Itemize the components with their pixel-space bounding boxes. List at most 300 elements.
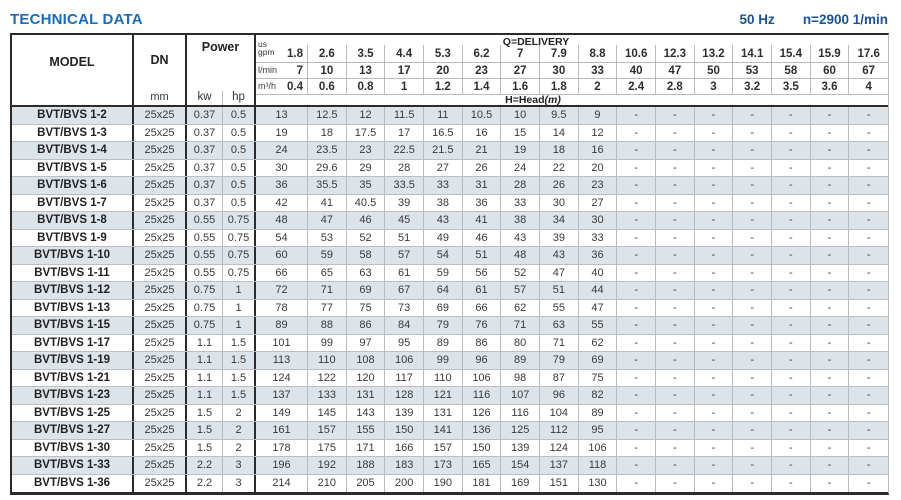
cell-head-value: 106 — [579, 440, 618, 457]
delivery-value-cell: 14.1 — [733, 45, 772, 62]
cell-head-value: - — [656, 422, 695, 439]
cell-head-value: 89 — [501, 352, 540, 369]
cell-head-value: - — [772, 107, 811, 124]
cell-head-value: - — [733, 230, 772, 247]
cell-head-value: - — [733, 265, 772, 282]
delivery-value-cell: 3.6 — [811, 79, 850, 94]
cell-head-value: 128 — [385, 387, 424, 404]
cell-head-value: 52 — [501, 265, 540, 282]
cell-head-value: 88 — [308, 317, 347, 334]
cell-head-value: 18 — [308, 125, 347, 142]
cell-head-value: - — [695, 457, 734, 474]
cell-kw: 1.5 — [187, 440, 223, 457]
cell-head-value: - — [772, 352, 811, 369]
cell-head-value: - — [772, 230, 811, 247]
cell-head-value: 56 — [463, 265, 502, 282]
cell-head-value: 173 — [424, 457, 463, 474]
cell-head-value: - — [656, 282, 695, 299]
cell-head-value: 12.5 — [308, 107, 347, 124]
cell-head-value: 106 — [385, 352, 424, 369]
cell-dn: 25x25 — [134, 335, 187, 352]
cell-head-value: - — [656, 177, 695, 194]
cell-head-value: 89 — [579, 405, 618, 422]
cell-head-value: - — [733, 317, 772, 334]
cell-head-value: 39 — [385, 195, 424, 212]
cell-head-value: - — [617, 247, 656, 264]
cell-head-value: 22 — [540, 160, 579, 177]
table-row — [12, 195, 888, 213]
delivery-value-cell: 40 — [617, 63, 656, 78]
cell-head-value: 55 — [579, 317, 618, 334]
cell-head-value: - — [617, 422, 656, 439]
cell-head-value: - — [811, 230, 850, 247]
cell-head-value: - — [866, 477, 871, 490]
cell-head-value: 23.5 — [308, 142, 347, 159]
cell-model: BVT/BVS 1-15 — [12, 317, 134, 334]
cell-head-value: 139 — [385, 405, 424, 422]
cell-head-value: - — [656, 317, 695, 334]
cell-head-value: 36 — [579, 247, 618, 264]
cell-model: BVT/BVS 1-11 — [12, 265, 134, 282]
cell-head-value: 71 — [308, 282, 347, 299]
cell-head-value: 205 — [347, 475, 386, 493]
cell-head-value: 47 — [579, 300, 618, 317]
cell-head-value: - — [695, 265, 734, 282]
cell-head-value: - — [811, 457, 850, 474]
cell-dn: 25x25 — [134, 282, 187, 299]
cell-head-value: 34 — [540, 212, 579, 229]
cell-head-value: 151 — [540, 475, 579, 493]
cell-head-value: - — [733, 125, 772, 142]
cell-head-value: - — [695, 300, 734, 317]
cell-head-value: - — [617, 125, 656, 142]
cell-head-value: 149 — [256, 405, 308, 422]
delivery-value-cell: 47 — [656, 63, 695, 78]
cell-head-value: - — [617, 230, 656, 247]
cell-head-value: 67 — [385, 282, 424, 299]
cell-head-value: 106 — [463, 370, 502, 387]
cell-head-value: 59 — [424, 265, 463, 282]
cell-head-value: 171 — [347, 440, 386, 457]
cell-model: BVT/BVS 1-3 — [12, 125, 134, 142]
cell-model: BVT/BVS 1-7 — [12, 195, 134, 212]
cell-model: BVT/BVS 1-23 — [12, 387, 134, 404]
cell-dn: 25x25 — [134, 370, 187, 387]
cell-head-value: 11 — [424, 107, 463, 124]
cell-head-value: - — [866, 336, 871, 349]
cell-head-value: - — [811, 475, 850, 493]
cell-model: BVT/BVS 1-25 — [12, 405, 134, 422]
cell-head-value: - — [733, 475, 772, 493]
table-row — [12, 212, 888, 230]
cell-head-value: 66 — [463, 300, 502, 317]
cell-head-value: - — [617, 300, 656, 317]
cell-hp: 0.5 — [223, 142, 256, 159]
cell-head-value: 76 — [463, 317, 502, 334]
cell-kw: 0.75 — [187, 282, 223, 299]
cell-kw: 0.75 — [187, 300, 223, 317]
cell-head-value: 16.5 — [424, 125, 463, 142]
cell-head-value: 57 — [501, 282, 540, 299]
delivery-value-cell: 10 — [308, 63, 347, 78]
cell-head-value: 49 — [424, 230, 463, 247]
cell-head-value: 33 — [424, 177, 463, 194]
cell-head-value: - — [811, 387, 850, 404]
cell-head-value: - — [617, 212, 656, 229]
cell-head-value: - — [656, 125, 695, 142]
delivery-value-cell: 8.8 — [579, 45, 618, 62]
cell-head-value: 29.6 — [308, 160, 347, 177]
cell-kw: 2.2 — [187, 475, 223, 493]
delivery-value-cell: 4 — [865, 80, 872, 93]
delivery-value-cell: 2.8 — [656, 79, 695, 94]
cell-head-value: - — [866, 441, 871, 454]
table-row — [12, 370, 888, 388]
cell-head-value: - — [811, 422, 850, 439]
cell-head-value: 99 — [308, 335, 347, 352]
cell-head-value: - — [733, 457, 772, 474]
cell-head-value: 89 — [424, 335, 463, 352]
cell-head-value: - — [811, 177, 850, 194]
cell-head-value: 60 — [256, 247, 308, 264]
cell-head-value: - — [811, 440, 850, 457]
cell-hp: 0.75 — [223, 212, 256, 229]
cell-head-value: 98 — [501, 370, 540, 387]
unit-row-m3-h — [256, 79, 888, 95]
delivery-value-cell: 2 — [579, 79, 618, 94]
cell-head-value: 107 — [501, 387, 540, 404]
cell-head-value: - — [695, 335, 734, 352]
cell-head-value: 75 — [579, 370, 618, 387]
cell-head-value: - — [866, 354, 871, 367]
cell-head-value: - — [772, 265, 811, 282]
cell-head-value: 47 — [308, 212, 347, 229]
cell-dn: 25x25 — [134, 177, 187, 194]
cell-head-value: 137 — [256, 387, 308, 404]
cell-head-value: 33 — [579, 230, 618, 247]
cell-head-value: - — [695, 142, 734, 159]
cell-head-value: 38 — [424, 195, 463, 212]
cell-head-value: - — [733, 282, 772, 299]
cell-head-value: - — [772, 387, 811, 404]
cell-model: BVT/BVS 1-19 — [12, 352, 134, 369]
cell-kw: 0.37 — [187, 125, 223, 142]
cell-head-value: 116 — [501, 405, 540, 422]
table-body — [12, 107, 888, 492]
cell-hp: 1.5 — [223, 335, 256, 352]
kw-label: kw — [187, 91, 223, 105]
cell-hp: 0.5 — [223, 125, 256, 142]
cell-head-value: 27 — [424, 160, 463, 177]
cell-head-value: - — [811, 247, 850, 264]
cell-head-value: 44 — [579, 282, 618, 299]
cell-kw: 0.37 — [187, 107, 223, 124]
cell-head-value: - — [656, 352, 695, 369]
cell-head-value: 210 — [308, 475, 347, 493]
cell-head-value: 61 — [385, 265, 424, 282]
cell-hp: 0.75 — [223, 265, 256, 282]
cell-head-value: 75 — [347, 300, 386, 317]
cell-head-value: 78 — [256, 300, 308, 317]
cell-dn: 25x25 — [134, 212, 187, 229]
cell-head-value: - — [617, 440, 656, 457]
cell-head-value: - — [866, 109, 871, 122]
cell-head-value: 86 — [347, 317, 386, 334]
cell-dn: 25x25 — [134, 440, 187, 457]
cell-head-value: 104 — [540, 405, 579, 422]
cell-dn: 25x25 — [134, 230, 187, 247]
delivery-value-cell: 15.4 — [772, 45, 811, 62]
cell-head-value: 26 — [540, 177, 579, 194]
cell-head-value: - — [866, 459, 871, 472]
cell-head-value: 12 — [347, 107, 386, 124]
cell-head-value: - — [811, 317, 850, 334]
cell-hp: 1.5 — [223, 370, 256, 387]
cell-head-value: - — [617, 457, 656, 474]
cell-head-value: - — [772, 405, 811, 422]
cell-model: BVT/BVS 1-9 — [12, 230, 134, 247]
cell-head-value: 181 — [463, 475, 502, 493]
cell-head-value: - — [772, 335, 811, 352]
cell-head-value: 136 — [463, 422, 502, 439]
technical-data-table — [10, 33, 889, 495]
cell-dn: 25x25 — [134, 107, 187, 124]
cell-dn: 25x25 — [134, 142, 187, 159]
delivery-value-cell: 2.4 — [617, 79, 656, 94]
cell-head-value: - — [656, 265, 695, 282]
cell-head-value: 131 — [424, 405, 463, 422]
delivery-value-cell: 30 — [540, 63, 579, 78]
table-row — [12, 107, 888, 125]
cell-head-value: 66 — [256, 265, 308, 282]
cell-kw: 0.37 — [187, 160, 223, 177]
cell-model: BVT/BVS 1-4 — [12, 142, 134, 159]
cell-head-value: 35 — [347, 177, 386, 194]
cell-kw: 0.55 — [187, 230, 223, 247]
delivery-value-cell: 20 — [424, 63, 463, 78]
cell-head-value: - — [656, 370, 695, 387]
cell-head-value: 30 — [540, 195, 579, 212]
delivery-value-cell: 3.5 — [347, 45, 386, 62]
cell-head-value: - — [617, 160, 656, 177]
cell-head-value: - — [617, 282, 656, 299]
cell-head-value: 141 — [424, 422, 463, 439]
cell-head-value: - — [811, 125, 850, 142]
unit-first-cell — [256, 79, 308, 94]
cell-head-value: 64 — [424, 282, 463, 299]
delivery-value-cell: 1 — [385, 79, 424, 94]
delivery-value-cell: 12.3 — [656, 45, 695, 62]
cell-dn: 25x25 — [134, 475, 187, 493]
head-unit-text: (m) — [544, 94, 561, 107]
cell-head-value: - — [811, 160, 850, 177]
cell-model: BVT/BVS 1-6 — [12, 177, 134, 194]
cell-head-value: 150 — [463, 440, 502, 457]
cell-head-value: 192 — [308, 457, 347, 474]
cell-head-value: - — [772, 370, 811, 387]
cell-kw: 1.1 — [187, 387, 223, 404]
cell-head-value: - — [811, 335, 850, 352]
cell-head-value: - — [617, 317, 656, 334]
cell-head-value: 72 — [256, 282, 308, 299]
cell-head-value: 40.5 — [347, 195, 386, 212]
unit-first-cell — [256, 63, 308, 78]
cell-head-value: 63 — [347, 265, 386, 282]
cell-head-value: - — [733, 195, 772, 212]
delivery-label: Q=DELIVERY — [502, 36, 570, 48]
cell-head-value: - — [695, 195, 734, 212]
cell-head-value: - — [866, 284, 871, 297]
cell-head-value: - — [733, 352, 772, 369]
cell-head-value: - — [656, 107, 695, 124]
cell-head-value: - — [656, 142, 695, 159]
cell-head-value: - — [617, 335, 656, 352]
cell-hp: 2 — [223, 422, 256, 439]
cell-head-value: 120 — [347, 370, 386, 387]
cell-head-value: - — [772, 212, 811, 229]
cell-hp: 0.5 — [223, 177, 256, 194]
cell-head-value: - — [695, 160, 734, 177]
cell-head-value: - — [772, 177, 811, 194]
cell-head-value: 40 — [579, 265, 618, 282]
cell-head-value: 38 — [501, 212, 540, 229]
cell-head-value: 17 — [385, 125, 424, 142]
power-column-header — [187, 35, 256, 105]
cell-head-value: - — [811, 405, 850, 422]
cell-hp: 3 — [223, 457, 256, 474]
cell-hp: 1 — [223, 300, 256, 317]
cell-head-value: 124 — [540, 440, 579, 457]
cell-head-value: 143 — [347, 405, 386, 422]
cell-hp: 0.75 — [223, 247, 256, 264]
cell-kw: 1.5 — [187, 422, 223, 439]
cell-dn: 25x25 — [134, 265, 187, 282]
cell-head-value: - — [733, 387, 772, 404]
page-title: TECHNICAL DATA — [10, 11, 143, 28]
cell-head-value: 10 — [501, 107, 540, 124]
cell-head-value: 54 — [256, 230, 308, 247]
table-row — [12, 422, 888, 440]
delivery-value-cell: 17 — [385, 63, 424, 78]
cell-head-value: 96 — [463, 352, 502, 369]
cell-head-value: - — [695, 352, 734, 369]
cell-head-value: 39 — [540, 230, 579, 247]
cell-hp: 2 — [223, 405, 256, 422]
cell-head-value: - — [772, 440, 811, 457]
cell-head-value: - — [617, 352, 656, 369]
cell-head-value: - — [695, 230, 734, 247]
cell-head-value: - — [733, 177, 772, 194]
cell-head-value: - — [695, 125, 734, 142]
cell-head-value: 95 — [579, 422, 618, 439]
cell-head-value: - — [772, 457, 811, 474]
unit-label: m³/h — [258, 81, 276, 92]
cell-head-value: 118 — [579, 457, 618, 474]
delivery-value-cell: 3.5 — [772, 79, 811, 94]
cell-dn: 25x25 — [134, 405, 187, 422]
cell-dn: 25x25 — [134, 317, 187, 334]
cell-head-value: 79 — [424, 317, 463, 334]
cell-head-value: 16 — [579, 142, 618, 159]
cell-head-value: 28 — [385, 160, 424, 177]
cell-model: BVT/BVS 1-30 — [12, 440, 134, 457]
cell-head-value: 22.5 — [385, 142, 424, 159]
cell-head-value: - — [733, 440, 772, 457]
cell-head-value: 33 — [501, 195, 540, 212]
delivery-value-cell: 2.6 — [308, 45, 347, 62]
cell-head-value: 175 — [308, 440, 347, 457]
cell-head-value: 131 — [347, 387, 386, 404]
cell-head-value: 43 — [540, 247, 579, 264]
delivery-value-cell: 3 — [695, 79, 734, 94]
cell-head-value: 57 — [385, 247, 424, 264]
delivery-value-cell: 17.6 — [857, 47, 880, 60]
cell-head-value: - — [772, 475, 811, 493]
cell-head-value: - — [866, 196, 871, 209]
cell-head-value: - — [695, 282, 734, 299]
cell-kw: 2.2 — [187, 457, 223, 474]
cell-head-value: 46 — [463, 230, 502, 247]
delivery-value-cell: 58 — [772, 63, 811, 78]
delivery-value-cell: 50 — [695, 63, 734, 78]
cell-head-value: - — [811, 300, 850, 317]
delivery-value-cell: 10.6 — [617, 45, 656, 62]
cell-dn: 25x25 — [134, 247, 187, 264]
cell-head-value: - — [811, 107, 850, 124]
cell-head-value: - — [866, 319, 871, 332]
cell-head-value: - — [617, 265, 656, 282]
cell-head-value: - — [695, 370, 734, 387]
table-row — [12, 440, 888, 458]
delivery-value-cell: 1.2 — [424, 79, 463, 94]
cell-head-value: - — [866, 389, 871, 402]
unit-label-line: gpm — [258, 46, 275, 57]
cell-model: BVT/BVS 1-27 — [12, 422, 134, 439]
cell-head-value: 58 — [347, 247, 386, 264]
cell-head-value: 96 — [540, 387, 579, 404]
cell-head-value: 12 — [579, 125, 618, 142]
table-row — [12, 405, 888, 423]
cell-head-value: - — [656, 230, 695, 247]
cell-head-value: 117 — [385, 370, 424, 387]
cell-head-value: 87 — [540, 370, 579, 387]
cell-head-value: - — [772, 282, 811, 299]
table-row — [12, 475, 888, 493]
power-units-row — [187, 91, 254, 105]
cell-head-value: 69 — [347, 282, 386, 299]
cell-head-value: 9.5 — [540, 107, 579, 124]
cell-head-value: - — [695, 107, 734, 124]
cell-head-value: 82 — [579, 387, 618, 404]
cell-head-value: - — [866, 231, 871, 244]
cell-hp: 1.5 — [223, 352, 256, 369]
cell-head-value: - — [772, 317, 811, 334]
cell-head-value: - — [866, 371, 871, 384]
cell-head-value: 157 — [308, 422, 347, 439]
table-row — [12, 282, 888, 300]
delivery-value-cell: 27 — [501, 63, 540, 78]
cell-head-value: 86 — [463, 335, 502, 352]
cell-head-value: 48 — [501, 247, 540, 264]
delivery-value-cell: 1.8 — [540, 79, 579, 94]
cell-head-value: - — [866, 144, 871, 157]
cell-head-value: 95 — [385, 335, 424, 352]
cell-dn: 25x25 — [134, 160, 187, 177]
cell-head-value: 79 — [540, 352, 579, 369]
cell-head-value: 18 — [540, 142, 579, 159]
cell-head-value: - — [733, 422, 772, 439]
hp-label: hp — [232, 91, 245, 103]
